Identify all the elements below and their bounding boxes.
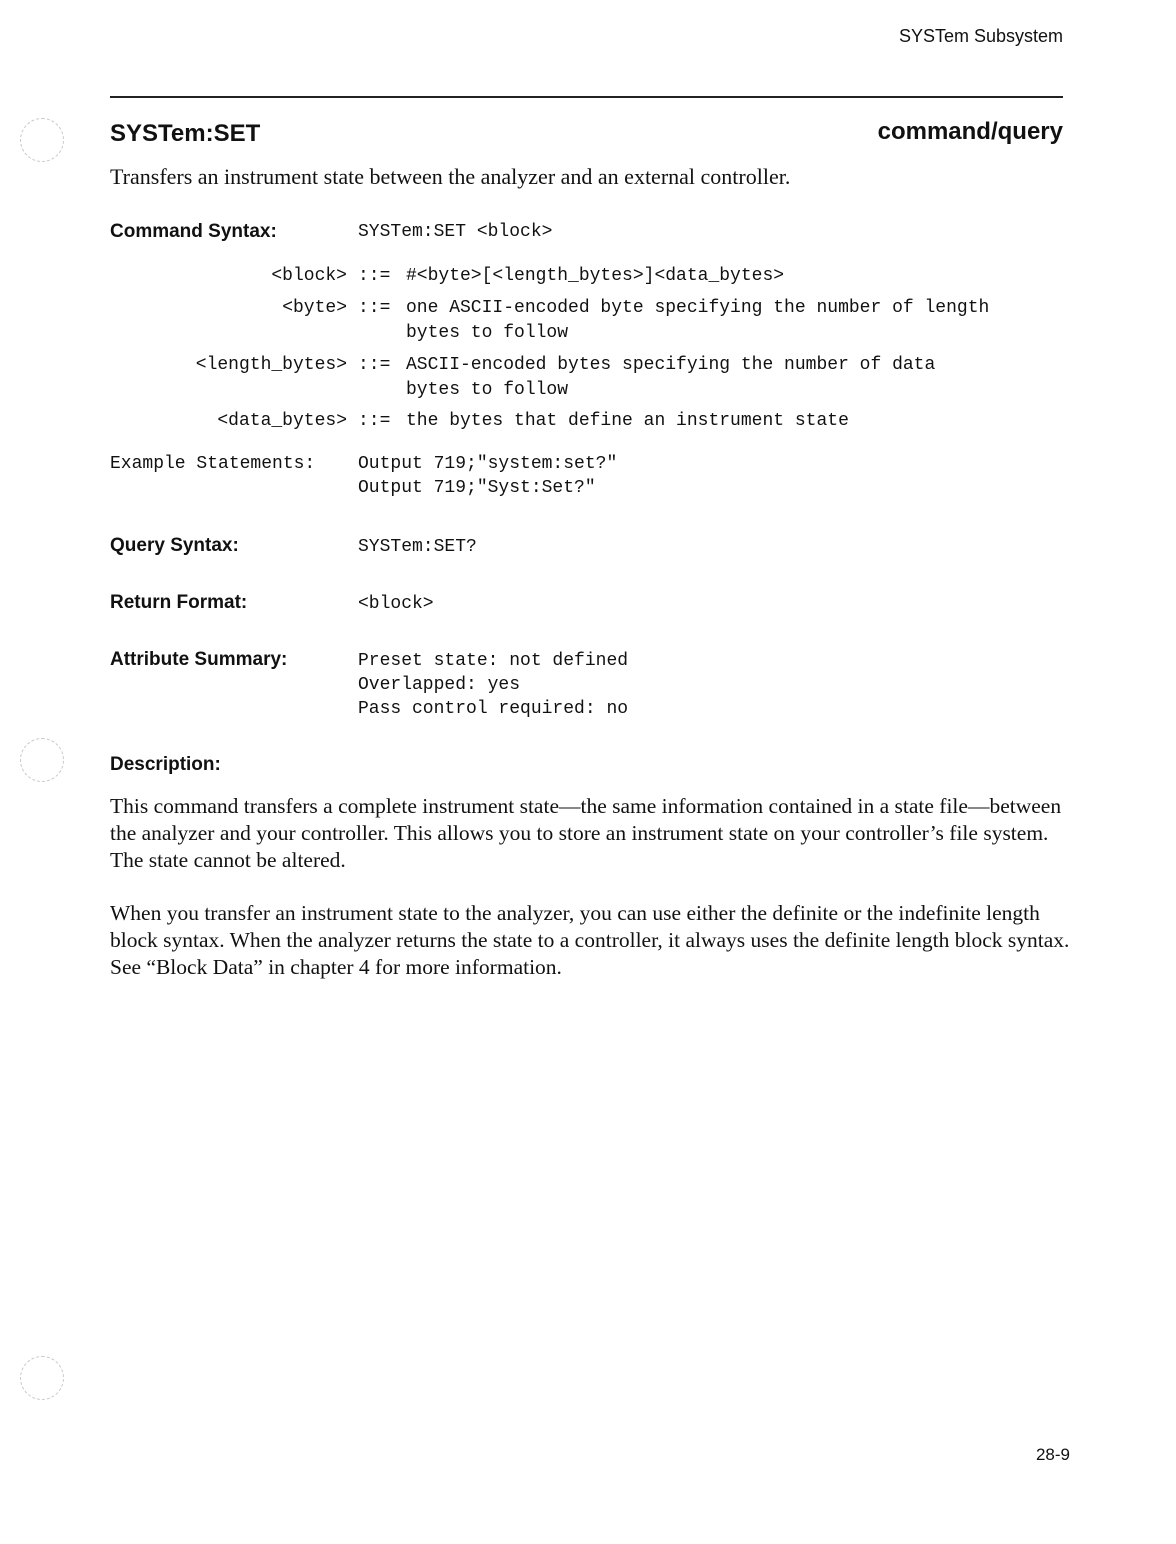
punch-hole-mark bbox=[20, 1356, 64, 1400]
query-syntax-value: SYSTem:SET? bbox=[358, 537, 477, 557]
header-rule bbox=[110, 96, 1063, 98]
definition-operator: ::= bbox=[358, 298, 391, 318]
description-paragraph: This command transfers a complete instrument state—the same information contained in a state file—between the analyzer and your controller. This allows you to store an instrument state on your controller’s file system. The state cannot be altered. bbox=[110, 794, 1062, 872]
example-line: Output 719;"system:set?" bbox=[358, 454, 618, 474]
return-format-value: <block> bbox=[358, 594, 434, 614]
definition-term: <length_bytes> bbox=[195, 355, 347, 375]
definition-operator: ::= bbox=[358, 266, 391, 286]
definition-text: one ASCII-encoded byte specifying the number of length bytes to follow bbox=[406, 298, 990, 343]
definition-operator: ::= bbox=[358, 411, 391, 431]
page-title: SYSTem:SET bbox=[110, 120, 261, 147]
definition-term: <byte> bbox=[282, 298, 347, 318]
command-syntax-value: SYSTem:SET <block> bbox=[358, 222, 553, 242]
page-number: 28-9 bbox=[1035, 1445, 1070, 1464]
definition-term: <data_bytes> bbox=[217, 411, 347, 431]
example-line: Output 719;"Syst:Set?" bbox=[358, 478, 596, 498]
attribute-line: Preset state: not defined bbox=[358, 651, 629, 671]
definition-text: the bytes that define an instrument state bbox=[406, 411, 849, 431]
description-paragraph: When you transfer an instrument state to the analyzer, you can use either the definite or the indefinite length block syntax. When the analyzer returns the state to a controller, it always uses the definite length block syntax. See “Block Data” in chapter 4 for more information. bbox=[110, 901, 1070, 979]
command-type: command/query bbox=[877, 118, 1063, 145]
query-syntax-label: Query Syntax: bbox=[110, 535, 239, 556]
definition-operator: ::= bbox=[358, 355, 391, 375]
punch-hole-mark bbox=[20, 118, 64, 162]
description-label: Description: bbox=[110, 754, 221, 775]
definition-text: #<byte>[<length_bytes>]<data_bytes> bbox=[406, 266, 785, 286]
attribute-line: Pass control required: no bbox=[358, 699, 629, 719]
punch-hole-mark bbox=[20, 738, 64, 782]
summary-text: Transfers an instrument state between the analyzer and an external controller. bbox=[110, 164, 791, 189]
attribute-summary-label: Attribute Summary: bbox=[110, 649, 288, 670]
command-syntax-label: Command Syntax: bbox=[110, 221, 277, 242]
return-format-label: Return Format: bbox=[110, 592, 248, 613]
definition-text: ASCII-encoded bytes specifying the number of data bytes to follow bbox=[406, 355, 936, 400]
definition-term: <block> bbox=[271, 266, 347, 286]
attribute-line: Overlapped: yes bbox=[358, 675, 521, 695]
running-head: SYSTem Subsystem bbox=[898, 26, 1063, 46]
example-statements-label: Example Statements: bbox=[110, 454, 316, 474]
